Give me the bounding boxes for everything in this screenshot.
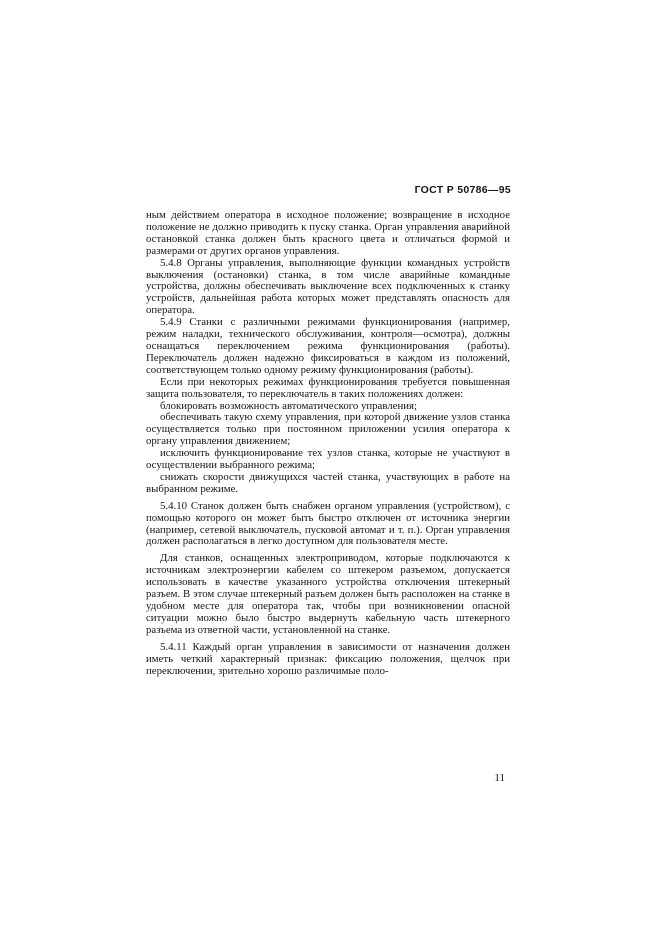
list-item-block-automatic: блокировать возможность автоматического управления; xyxy=(160,399,417,412)
clause-5-4-9: 5.4.9 Станки с различными режимами функционирования (например, режим наладки, технического обслуживания, контроля—осмотра), должны оснащаться переключением режима функционирования (работы). Переключатель должен надежно фиксироваться в каждом из положений, соответствующем только одному режиму функционирования (работы). xyxy=(146,316,510,376)
list-item-exclude-units: исключить функционирование тех узлов станка, которые не участвуют в осуществлении выбранного режима; xyxy=(146,447,510,472)
paragraph-protection-intro: Если при некоторых режимах функционирования требуется повышенная защита пользователя, то переключатель в таких положениях должен: xyxy=(146,375,510,400)
standard-designation: ГОСТ Р 50786—95 xyxy=(414,184,511,196)
list-item-control-scheme: обеспечивать такую схему управления, при которой движение узлов станка осуществляется только при постоянном приложении усилия оператора к органу управления движением; xyxy=(146,411,510,448)
paragraph-electric-drive: Для станков, оснащенных электроприводом, которые подключаются к источникам электроэнергии кабелем со штекером разъемом, допускается использовать в качестве указанного устройства отключения штекерный разъем. В этом случае штекерный разъем должен быть расположен на станке в удобном месте для оператора так, чтобы при возникновении опасной ситуации можно было быстро выдернуть кабельную часть штекерного разъема из ответной части, установленной на станке. xyxy=(146,552,510,636)
clause-5-4-10: 5.4.10 Станок должен быть снабжен органом управления (устройством), с помощью которого он может быть быстро отключен от источника энергии (например, сетевой выключатель, пусковой автомат и т. п.). Орган управления должен располагаться в легко доступном для пользователя месте. xyxy=(146,499,510,548)
list-item-reduce-speed: снижать скорости движущихся частей станка, участвующих в работе на выбранном режиме. xyxy=(146,470,510,495)
page-body xyxy=(146,210,510,677)
clause-5-4-8: 5.4.8 Органы управления, выполняющие функции командных устройств выключения (остановки) станка, в том числе аварийные командные устройства, должны обеспечивать выключение всех подключенных к станку устройств, дальнейшая работа которых может представлять опасность для оператора. xyxy=(146,256,510,317)
page-number: 11 xyxy=(494,772,505,784)
paragraph-continuation: ным действием оператора в исходное положение; возвращение в исходное положение не должно приводить к пуску станка. Орган управления аварийной остановкой станка должен быть красного цвета и отличаться формой и размерами от других органов управления. xyxy=(146,209,510,257)
clause-5-4-11: 5.4.11 Каждый орган управления в зависимости от назначения должен иметь четкий характерный признак: фиксацию положения, щелчок при переключении, зрительно хорошо различимые поло- xyxy=(146,640,510,677)
